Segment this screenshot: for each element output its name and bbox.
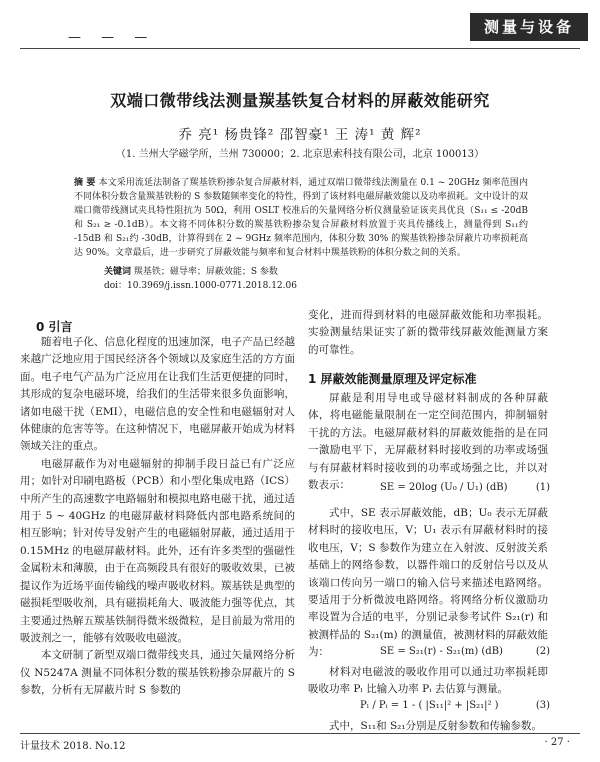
equation-2-number: (2) bbox=[535, 646, 550, 657]
footer-rule bbox=[20, 733, 580, 734]
abstract-text: 本文采用流延法制备了羰基铁粉掺杂复合屏蔽材料，通过双端口微带线法测量在 0.1 ~ 20GHz 频率范围内不同体积分数含量羰基铁粉的 S 参数随频率变化的特性，得到了该材料电磁屏蔽效能以及功率损耗。文中设计的双端口微带线测试夹具特性阻抗为 50Ω，利用 OSLT 校准后的矢量网络分析仪测量验证该夹具优良（S₁₁ ≤ -20dB 和 S₂₁ ≥ -0.1dB）。本文将不同体积分数的羰基铁粉掺杂复合屏蔽材料放置于夹具传播线上，测量得到 S₁₁约 -15dB 和 S₂₁约 -30dB，计算得到在 2 ~ 9GHz 频率范围内，体积分数 30% 的羰基铁粉掺杂屏蔽片功率损耗高达 90%。文章最后，进一步研究了屏蔽效能与频率和复合材料中羰基铁粉的体积分数之间的关系。 bbox=[74, 178, 528, 258]
section1-p2 bbox=[308, 505, 548, 662]
intro-heading: 0 引言 bbox=[36, 320, 73, 334]
intro-paragraph: 随着电子化、信息化程度的迅速加深，电子产品已经越来越广泛地应用于国民经济各个领域以及家庭生活的方方面面。电子电气产品为广泛应用在让我们生活更便捷的同时，其形成的复杂电磁环境，给我们的生活带来很多负面影响，诸如电磁干扰（EMI），电磁信息的安全性和电磁辐射对人体健康的危害等等。在这种情况下，电磁屏蔽开始成为材料领域关注的重点。 bbox=[20, 336, 295, 453]
section-tag: 测量与设备 bbox=[470, 13, 588, 41]
equation-2: SE = S₂₁(r) - S₂₁(m) (dB) bbox=[380, 646, 503, 657]
section1-p3 bbox=[308, 664, 548, 699]
body-paragraph: 式中，S₁₁和 S₂₁分别是反射参数和传输参数。 bbox=[329, 720, 543, 732]
abstract-label: 摘 要 bbox=[74, 178, 96, 188]
intro-paragraph: 本文研制了新型双端口微带线夹具，通过矢量网络分析仪 N5247A 测量不同体积分数的羰基铁粉掺杂屏蔽片的 S 参数，分析有无屏蔽片时 S 参数的 bbox=[20, 649, 295, 697]
header-dashes: — — — bbox=[68, 30, 156, 45]
keywords-label: 关键词 bbox=[104, 267, 132, 277]
header-rule bbox=[20, 48, 580, 49]
journal-footer: 计量技术 2018. No.12 bbox=[20, 741, 126, 752]
left-column bbox=[20, 334, 295, 700]
equation-1: SE = 20log (U₀ / U₁) (dB) bbox=[380, 482, 508, 493]
body-paragraph: 式中，SE 表示屏蔽效能，dB；U₀ 表示无屏蔽材料时的接收电压，V；U₁ 表示有屏蔽材料时的接收电压，V；S 参数作为建立在入射波、反射波关系基础上的网络参数，以器件端口的反射信号以及从该端口传向另一端口的输入信号来描述电路网络。要适用于分析微波电路网络。将网络分析仪激励功率设置为合适的电平，分别记录参考试件 S₂₁(r) 和被测样品的 S₂₁(m) 的测量值，被测材料的屏蔽效能为： bbox=[308, 507, 548, 659]
body-paragraph: 屏蔽是利用导电或导磁材料制成的各种屏蔽体，将电磁能量限制在一定空间范围内，抑制辐射干扰的方法。电磁屏蔽材料的屏蔽效能指的是在同一激励电平下，无屏蔽材料时接收到的功率或场强与有屏蔽材料时接收到的功率或场强之比，并以对数表示： bbox=[308, 392, 548, 492]
doi: doi：10.3969/j.issn.1000-0771.2018.12.06 bbox=[104, 281, 297, 291]
keywords-text: 羰基铁；磁导率；屏蔽效能；S 参数 bbox=[133, 267, 278, 277]
equation-3-number: (3) bbox=[535, 700, 550, 711]
keywords bbox=[104, 264, 278, 277]
affiliation: （1. 兰州大学磁学所，兰州 730000；2. 北京思索科技有限公司，北京 100013） bbox=[115, 149, 485, 160]
intro-paragraph: 电磁屏蔽作为对电磁辐射的抑制手段日益已有广泛应用；如针对印刷电路板（PCB）和小型化集成电路（ICS）中所产生的高速数字电路辐射和模拟电路电磁干扰，通过适用于 5 ~ 40GHz 的电磁屏蔽材料降低内部电路系统间的相互影响；针对传导发射产生的电磁辐射屏蔽，通过适用于 0.15MHz 的电磁屏蔽材料。此外，还有许多类型的强磁性金属粉末和薄膜，由于在高频段具有很好的吸收效果，已被提议作为近场平面传输线的噪声吸收材料。羰基铁是典型的磁损耗型吸收剂，具有磁损耗角大、吸波能力强等优点，其主要通过热解五羰基铁制得微米级微粒，是目前最为常用的吸波剂之一，能够有效吸收电磁波。 bbox=[20, 457, 295, 644]
right-column-continuation bbox=[308, 307, 548, 359]
body-paragraph: 材料对电磁波的吸收作用可以通过功率损耗即吸收功率 Pₗ 比输入功率 Pᵢ 去估算与测量。 bbox=[308, 666, 548, 696]
continuation-paragraph: 变化，进而得到材料的电磁屏蔽效能和功率损耗。实验测量结果证实了新的微带线屏蔽效能测量方案的可靠性。 bbox=[308, 309, 548, 356]
authors: 乔 亮¹ 杨贵锋² 邵智豪¹ 王 涛¹ 黄 辉² bbox=[178, 127, 422, 143]
page-number: · 27 · bbox=[544, 737, 570, 748]
article-title: 双端口微带线法测量羰基铁复合材料的屏蔽效能研究 bbox=[110, 91, 490, 110]
equation-1-number: (1) bbox=[535, 482, 550, 493]
section1-p1 bbox=[308, 390, 548, 494]
equation-3: Pₗ / Pᵢ = 1 - ( |S₁₁|² + |S₂₁|² ) bbox=[360, 700, 499, 711]
abstract bbox=[74, 176, 528, 260]
section1-heading: 1 屏蔽效能测量原理及评定标准 bbox=[308, 372, 477, 386]
